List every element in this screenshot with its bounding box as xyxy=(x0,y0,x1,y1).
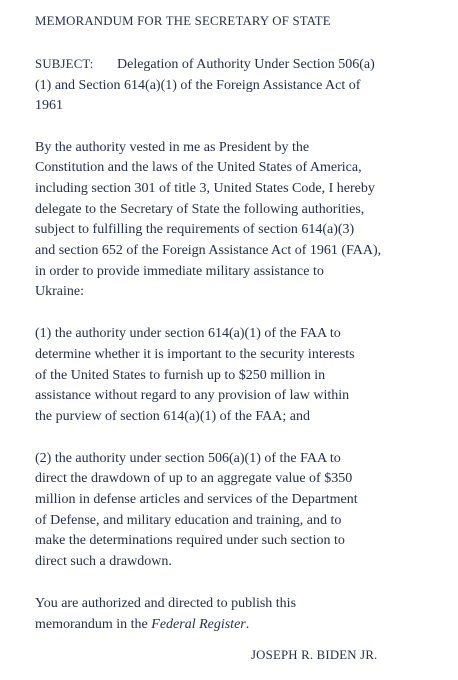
closing-prefix: memorandum in the xyxy=(35,616,152,632)
intro-line: including section 301 of title 3, United States Code, I hereby xyxy=(35,180,375,196)
intro-line: and section 652 of the Foreign Assistance Act of 1961 (FAA), xyxy=(35,243,382,259)
subject-label: SUBJECT: xyxy=(35,57,94,71)
closing-line-2 xyxy=(35,615,435,636)
closing-suffix: . xyxy=(245,616,250,632)
intro-line: Ukraine: xyxy=(35,284,84,300)
closing-paragraph xyxy=(35,594,435,635)
item-1-line: determine whether it is important to the security interests xyxy=(35,346,355,362)
signature-line: JOSEPH R. BIDEN JR. xyxy=(251,648,378,662)
item-1-line: (1) the authority under section 614(a)(1) of the FAA to xyxy=(35,326,341,342)
intro-line: subject to fulfilling the requirements of section 614(a)(3) xyxy=(35,222,355,238)
memo-heading: MEMORANDUM FOR THE SECRETARY OF STATE xyxy=(35,14,331,28)
item-2-line: make the determinations required under such section to xyxy=(35,533,345,549)
item-2-line: (2) the authority under section 506(a)(1) of the FAA to xyxy=(35,450,341,466)
item-2-line: direct the drawdown of up to an aggregate value of $350 xyxy=(35,471,353,487)
item-2-line: million in defense articles and services of the Department xyxy=(35,492,358,508)
intro-line: delegate to the Secretary of State the following authorities, xyxy=(35,201,365,217)
item-2-paragraph xyxy=(35,449,435,573)
federal-register-title: Federal Register xyxy=(151,616,246,632)
intro-line: Constitution and the laws of the United States of America, xyxy=(35,160,362,176)
closing-line-1: You are authorized and directed to publish this xyxy=(35,595,297,611)
subject-line-3: 1961 xyxy=(35,98,63,113)
item-2-line: of Defense, and military education and training, and to xyxy=(35,512,342,528)
intro-line: By the authority vested in me as President by the xyxy=(35,139,310,155)
item-1-line: assistance without regard to any provision of law within xyxy=(35,388,350,404)
memorandum-document xyxy=(35,11,435,635)
item-1-line: of the United States to furnish up to $250 million in xyxy=(35,367,326,383)
subject-line-2: (1) and Section 614(a)(1) of the Foreign Assistance Act of xyxy=(35,77,361,93)
item-1-line: the purview of section 614(a)(1) of the FAA; and xyxy=(35,408,310,424)
item-1-paragraph xyxy=(35,324,435,428)
subject-text-1: Delegation of Authority Under Section 506(a) xyxy=(117,57,375,72)
item-2-line: direct such a drawdown. xyxy=(35,554,172,570)
intro-line: in order to provide immediate military assistance to xyxy=(35,263,324,279)
subject-line-1 xyxy=(35,54,435,76)
intro-paragraph xyxy=(35,138,435,304)
memo-subject xyxy=(35,54,435,117)
